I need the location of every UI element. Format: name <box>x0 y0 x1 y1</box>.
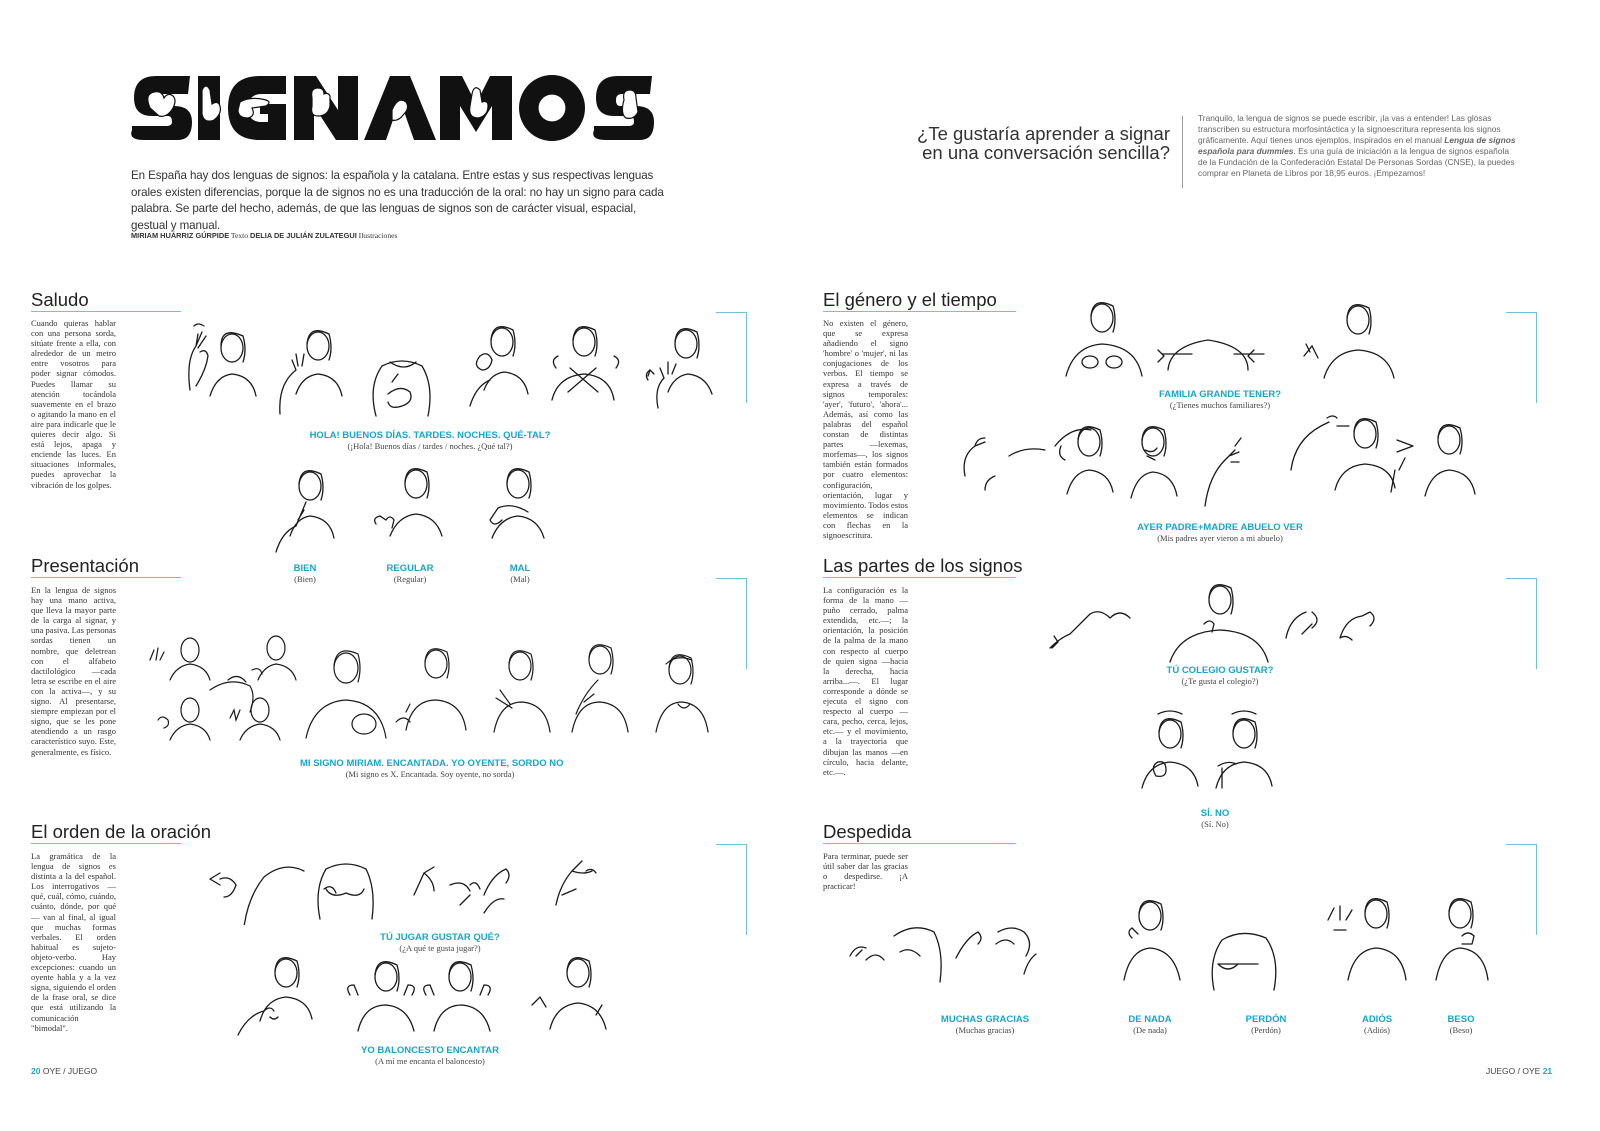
presentacion-translation: (Mi signo es X. Encantada. Soy oyente, no sorda) <box>345 769 515 779</box>
perdon-gloss: PERDÓN <box>1245 1014 1287 1025</box>
partes-gloss-2: SÍ. NO <box>1200 808 1230 819</box>
section-rule <box>823 311 1016 312</box>
section-rule <box>823 843 1016 844</box>
si-no-illustrations <box>1136 708 1286 798</box>
colegio-illustrations <box>1040 578 1400 668</box>
tranquilo-after: . Es una guía de iniciación a la lengua de signos española de la Fundación de la Confederación Estatal De Personas Sordas (CNSE), la puedes comprar en Planeta de Libros por 18,95 euros. ¡Empezamos! <box>1198 146 1515 178</box>
section-bracket <box>1506 312 1537 403</box>
section-title-partes: Las partes de los signos <box>823 555 1023 576</box>
section-title-despedida: Despedida <box>823 821 912 842</box>
book-title: Lengua de signos española para dummies <box>1198 135 1516 156</box>
section-rule <box>823 577 1016 578</box>
section-bracket <box>1506 844 1537 935</box>
presentacion-gloss: MI SIGNO MIRIAM. ENCANTADA. YO OYENTE, SORDO NO <box>300 758 564 769</box>
author-role: Texto <box>230 231 249 240</box>
muchas-gracias-translation: (Muchas gracias) <box>955 1025 1015 1035</box>
folio-left-label: OYE / JUEGO <box>42 1066 98 1076</box>
bien-gloss: BIEN <box>293 563 317 574</box>
ayer-illustrations <box>955 410 1495 510</box>
orden-gloss-1: TÚ JUGAR GUSTAR QUÉ? <box>380 932 500 943</box>
genero-gloss-2: AYER PADRE+MADRE ABUELO VER <box>1137 522 1303 533</box>
section-rule <box>31 843 181 844</box>
header-divider <box>1182 116 1183 188</box>
adios-gloss: ADIÓS <box>1361 1014 1393 1025</box>
section-bracket <box>716 312 747 403</box>
section-title-genero: El género y el tiempo <box>823 289 997 310</box>
credits <box>131 231 397 240</box>
orden-illustrations-2 <box>230 955 630 1040</box>
saludo-translation: (¡Hola! Buenos días / tardes / noches. ¿Qué tal?) <box>347 441 513 451</box>
section-rule <box>31 577 181 578</box>
orden-illustrations-1 <box>200 845 620 925</box>
despedida-text: Para terminar, puede ser útil saber dar las gracias o despedirse. ¡A practicar! <box>823 851 908 892</box>
partes-gloss-1: TÚ COLEGIO GUSTAR? <box>1166 665 1274 676</box>
muchas-gracias-gloss: MUCHAS GRACIAS <box>940 1014 1030 1025</box>
genero-translation-2: (Mis padres ayer vieron a mi abuelo) <box>1157 533 1283 543</box>
perdon-translation: (Perdón) <box>1251 1025 1281 1035</box>
genero-text: No existen el género, que se expresa añadiendo el signo 'hombre' o 'mujer', ni las conjugaciones de los verbos. El tiempo se expresa a través de signos temporales: 'ayer', 'futuro', 'ahora'... Además, así como las palabras del español constan de distintas partes —lexemas, morfemas—, los signos también están formados por cuatro elementos: configuración, orientación, lugar y movimiento. Todos estos elementos se indican con flechas en la signoescritura. <box>823 318 908 540</box>
presentacion-illustrations <box>140 630 720 750</box>
partes-translation-1: (¿Te gusta el colegio?) <box>1181 676 1259 686</box>
mal-translation: (Mal) <box>510 574 530 584</box>
bien-regular-mal-illustrations <box>250 462 570 562</box>
section-bracket <box>716 844 747 935</box>
saludo-illustrations <box>180 318 720 418</box>
illustrator-role: Ilustraciones <box>358 231 398 240</box>
partes-translation-2: (Sí. No) <box>1201 819 1229 829</box>
presentacion-text: En la lengua de signos hay una mano activa, que lleva la mayor parte de la carga al signar, y una pasiva. Las personas sordas tienen un nombre, que deletrean con el alfabeto dactilológico —cada letra se escribe en el aire con la activa—, y su signo. Al presentarse, siempre empiezan por el signo, que se les pone atendiendo a un rasgo característico suyo. Este, generalmente, es físico. <box>31 585 116 757</box>
title-logo <box>128 70 658 142</box>
section-title-presentacion: Presentación <box>31 555 139 576</box>
despedida-illustrations <box>840 890 1500 1010</box>
section-bracket <box>716 578 747 669</box>
partes-text: La configuración es la forma de la mano —puño cerrado, palma extendida, etc.—; la orientación, la posición de la palma de la mano con respecto al cuerpo de quien signa —hacia la derecha, hacia arriba...—. El lugar corresponde a dónde se ejecuta el signo con respecto al cuerpo —cara, pecho, cerca, lejos, etc.— y el movimiento, a la trayectoria que dibujan las manos —en círculo, hacia delante, etc.—. <box>823 585 908 777</box>
genero-gloss-1: FAMILIA GRANDE TENER? <box>1158 389 1282 400</box>
folio-left <box>31 1066 97 1076</box>
folio-right <box>1486 1066 1552 1076</box>
page-number-left: 20 <box>31 1066 41 1076</box>
illustrator-name: DELIA DE JULIÁN ZULATEGUI <box>250 231 357 240</box>
beso-gloss: BESO <box>1447 1014 1475 1025</box>
bien-translation: (Bien) <box>294 574 316 584</box>
intro-text: En España hay dos lenguas de signos: la española y la catalana. Entre estas y sus respectivas lenguas orales existen diferencias, porque la de signos no es una traducción de la oral: no hay un signo para cada palabra. Se parte del hecho, además, de que las lenguas de signos son de carácter visual, espacial, gestual y manual. <box>131 169 664 232</box>
orden-gloss-2: YO BALONCESTO ENCANTAR <box>361 1045 499 1056</box>
section-bracket <box>1506 578 1537 669</box>
beso-translation: (Beso) <box>1449 1025 1473 1035</box>
folio-right-label: JUEGO / OYE <box>1486 1066 1541 1076</box>
de-nada-translation: (De nada) <box>1133 1025 1167 1035</box>
regular-gloss: REGULAR <box>386 563 434 574</box>
adios-translation: (Adiós) <box>1364 1025 1390 1035</box>
orden-translation-1: (¿A qué te gusta jugar?) <box>399 943 481 953</box>
tranquilo-before: Tranquilo, la lengua de signos se puede escribir, ¡la vas a entender! Las glosas transcriben su estructura morfosintáctica y la signoescritura representa los signos gráficamente. Aquí tienes unos ejemplos, inspirados en el manual <box>1198 113 1501 145</box>
mal-gloss: MAL <box>509 563 531 574</box>
regular-translation: (Regular) <box>393 574 427 584</box>
orden-translation-2: (A mí me encanta el baloncesto) <box>375 1056 485 1066</box>
de-nada-gloss: DE NADA <box>1128 1014 1172 1025</box>
tranquilo-text <box>1198 113 1516 179</box>
section-rule <box>31 311 181 312</box>
section-title-saludo: Saludo <box>31 289 89 310</box>
familia-illustrations <box>1060 296 1400 386</box>
orden-text: La gramática de la lengua de signos es distinta a la del español. Los interrogativos —qué, cuál, cómo, cuándo, cuánto, dónde, por qué— van al final, al igual que muchas formas verbales. El orden habitual es sujeto-objeto-verbo. Hay excepciones: cuando un oyente habla y a la vez signa, siguiendo el orden de la frase oral, se dice que está utilizando la comunicación "bimodal". <box>31 851 116 1033</box>
page-number-right: 21 <box>1542 1066 1553 1076</box>
genero-translation-1: (¿Tienes muchos familiares?) <box>1169 400 1271 410</box>
section-title-orden: El orden de la oración <box>31 821 211 842</box>
author-name: MIRIAM HUÁRRIZ GÚRPIDE <box>131 231 230 240</box>
saludo-gloss: HOLA! BUENOS DÍAS. TARDES. NOCHES. QUÉ-TAL? <box>309 430 551 441</box>
saludo-text: Cuando quieras hablar con una persona sorda, sitúate frente a ella, con alrededor de un metro entre vosotros para poder signar cómodos. Puedes llamar su atención tocándola suavemente en el brazo o agitando la mano en el aire para indicarle que le quieres decir algo. Si está lejos, apaga y enciende las luces. En situaciones informales, puedes aprovechar la vibración de los golpes. <box>31 318 116 490</box>
question-heading: ¿Te gustaría aprender a signar en una conversación sencilla? <box>917 123 1170 163</box>
